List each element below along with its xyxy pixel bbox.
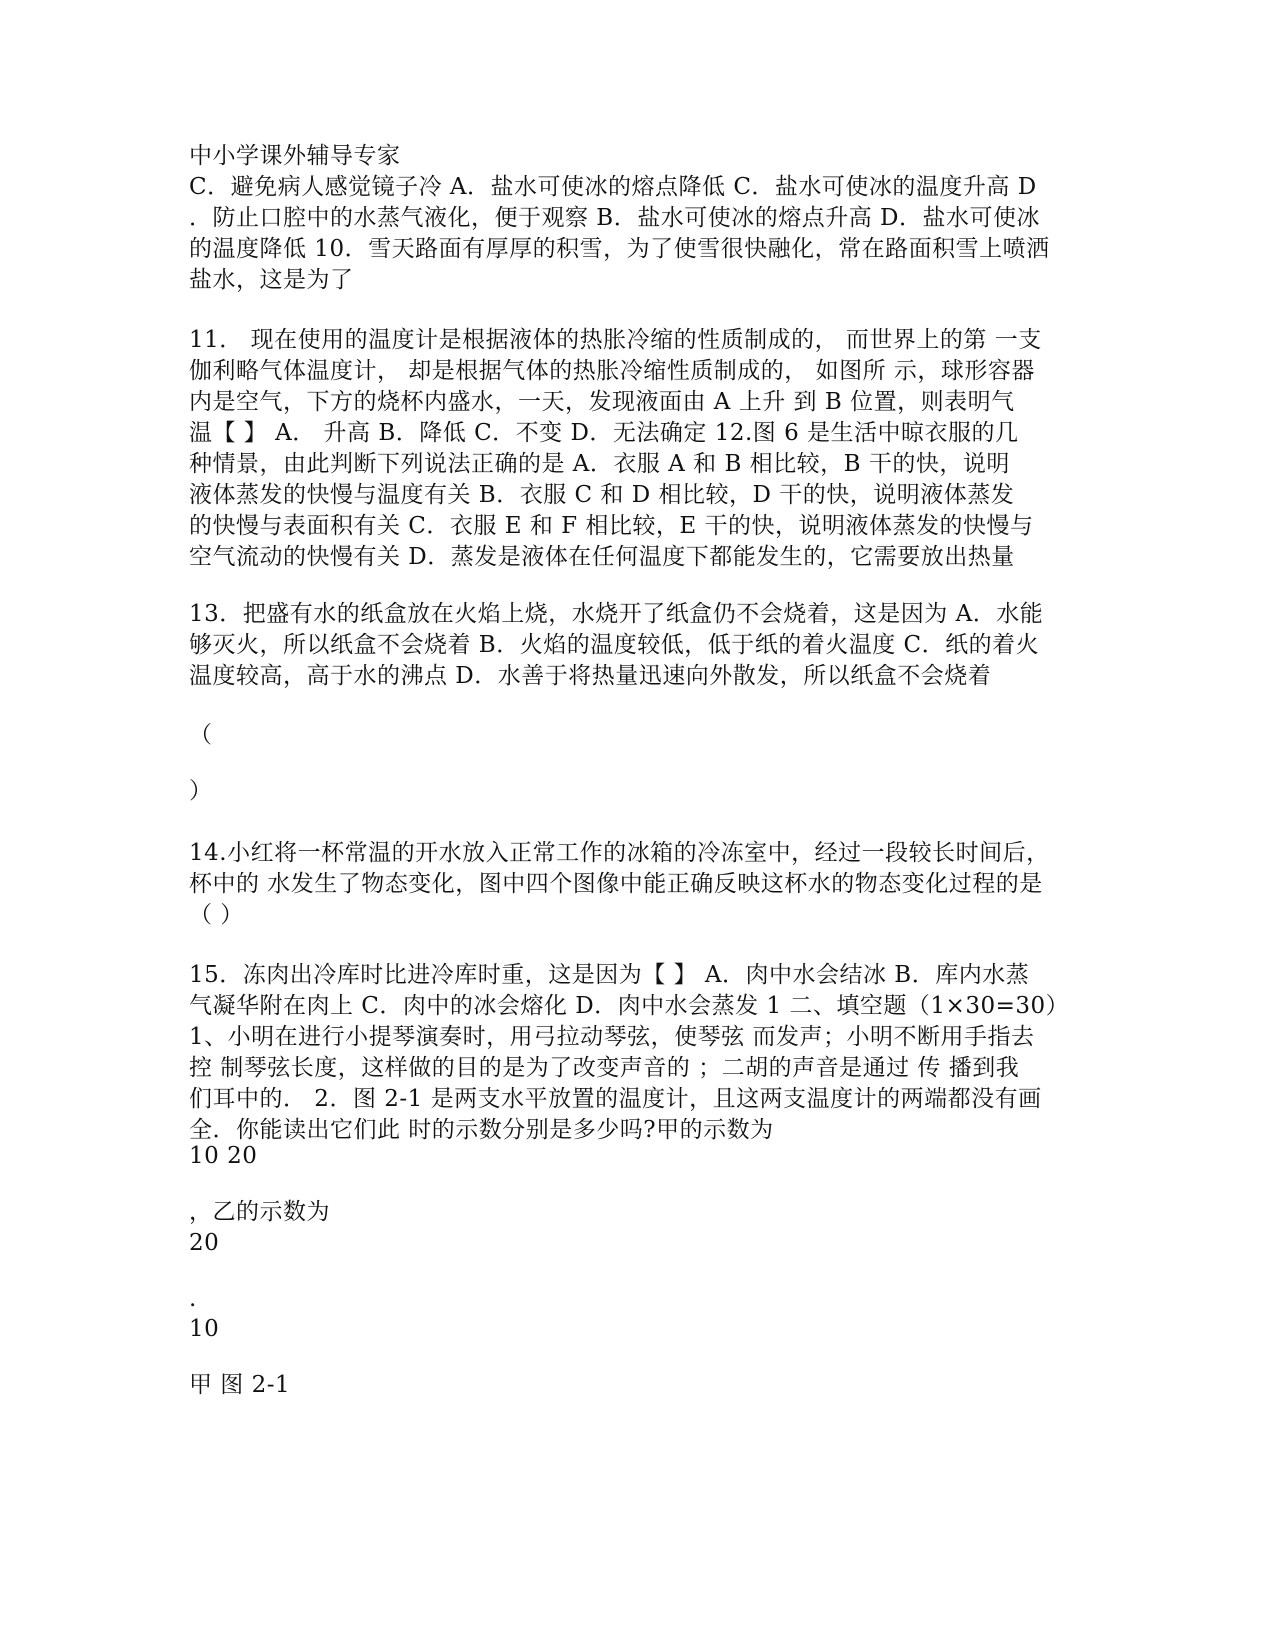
text-line: 的温度降低 10．雪天路面有厚厚的积雪，为了使雪很快融化，常在路面积雪上喷洒 <box>189 236 1050 262</box>
stray-period <box>189 1284 1097 1315</box>
question-14-paragraph <box>189 838 1097 931</box>
text-line: 的快慢与表面积有关 C．衣服 E 和 F 相比较，E 干的快，说明液体蒸发的快慢与 <box>189 513 1034 539</box>
text-line: ） <box>189 778 213 804</box>
text-line: 液体蒸发的快慢与温度有关 B．衣服 C 和 D 相比较，D 干的快，说明液体蒸发 <box>189 482 1015 508</box>
question-9-10-paragraph <box>189 172 1097 296</box>
text-line: 够灭火，所以纸盒不会烧着 B．火焰的温度较低，低于纸的着火温度 C．纸的着火 <box>189 632 1040 658</box>
scale-label: 10 20 <box>189 1143 258 1169</box>
text-line: 15．冻肉出冷库时比进冷库时重，这是因为【 】 A．肉中水会结冰 B．库内水蒸 <box>189 962 1030 988</box>
text-line: 们耳中的． 2．图 2-1 是两支水平放置的温度计，且这两支温度计的两端都没有画 <box>189 1086 1042 1112</box>
text-line: 种情景，由此判断下列说法正确的是 A．衣服 A 和 B 相比较，B 干的快，说明 <box>189 451 1010 477</box>
scale-label: 20 <box>189 1230 220 1256</box>
text-line: 伽利略气体温度计， 却是根据气体的热胀冷缩性质制成的， 如图所 示，球形容器 <box>189 358 1035 384</box>
figure-caption <box>189 1370 1097 1401</box>
text-line: ．防止口腔中的水蒸气液化，便于观察 B．盐水可使冰的熔点升高 D．盐水可使冰 <box>189 205 1040 231</box>
thermometer-scale-number <box>189 1228 1097 1259</box>
text-line: 13．把盛有水的纸盒放在火焰上烧，水烧开了纸盒仍不会烧着，这是因为 A．水能 <box>189 601 1044 627</box>
text-line: 空气流动的快慢有关 D．蒸发是液体在任何温度下都能发生的，它需要放出热量 <box>189 544 1015 570</box>
text-line: （ ） <box>189 902 244 928</box>
text-line: 控 制琴弦长度，这样做的目的是为了改变声音的 ；二胡的声音是通过 传 播到我 <box>189 1055 1020 1081</box>
open-parenthesis <box>189 720 1097 751</box>
text-line: 11． 现在使用的温度计是根据液体的热胀冷缩的性质制成的， 而世界上的第 一支 <box>189 327 1042 353</box>
text-line: ，乙的示数为 <box>189 1199 330 1225</box>
thermometer-scale-numbers <box>189 1141 1097 1172</box>
thermometer-scale-number <box>189 1314 1097 1345</box>
text-line: . <box>189 1286 197 1312</box>
text-line: 全．你能读出它们此 时的示数分别是多少吗?甲的示数为 <box>189 1117 774 1143</box>
text-line: 1、小明在进行小提琴演奏时，用弓拉动琴弦，使琴弦 而发声；小明不断用手指去 <box>189 1024 1035 1050</box>
question-15-and-fill-in-paragraph <box>189 960 1097 1146</box>
text-line: 气凝华附在肉上 C．肉中的冰会熔化 D．肉中水会蒸发 1 二、填空题（1×30=30） <box>189 993 1070 1019</box>
question-11-12-paragraph <box>189 325 1097 573</box>
caption-line: 甲 图 2-1 <box>189 1372 291 1398</box>
text-line: 内是空气，下方的烧杯内盛水，一天，发现液面由 A 上升 到 B 位置，则表明气 <box>189 389 1015 415</box>
text-line: 温度较高，高于水的沸点 D．水善于将热量迅速向外散发，所以纸盒不会烧着 <box>189 663 992 689</box>
text-line: 杯中的 水发生了物态变化，图中四个图像中能正确反映这杯水的物态变化过程的是 <box>189 871 1043 897</box>
text-line: 盐水，这是为了 <box>189 267 354 293</box>
text-line: 14.小红将一杯常温的开水放入正常工作的冰箱的冷冻室中，经过一段较长时间后， <box>189 840 1050 866</box>
header-line: 中小学课外辅导专家 <box>189 143 401 169</box>
question-13-paragraph <box>189 599 1097 692</box>
text-line: 温【 】 A． 升高 B．降低 C．不变 D．无法确定 12.图 6 是生活中晾衣服的几 <box>189 420 1019 446</box>
close-parenthesis <box>189 776 1097 807</box>
page-header <box>189 141 1097 172</box>
scale-label: 10 <box>189 1316 220 1342</box>
text-line: （ <box>189 722 213 748</box>
yi-reading-prompt <box>189 1197 1097 1228</box>
text-line: C．避免病人感觉镜子冷 A．盐水可使冰的熔点降低 C．盐水可使冰的温度升高 D <box>189 174 1037 200</box>
